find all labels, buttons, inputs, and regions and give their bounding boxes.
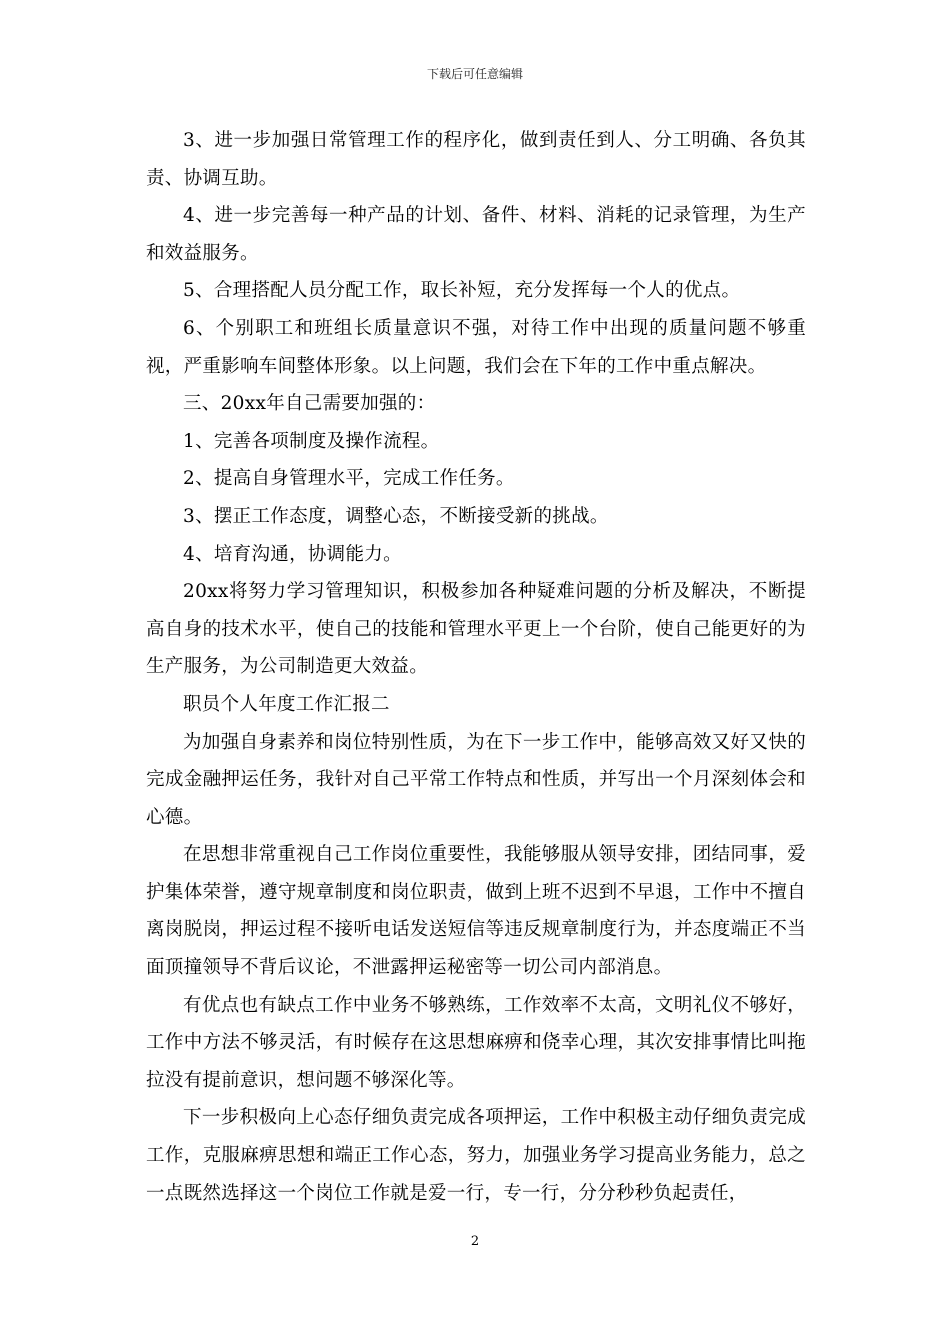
page-number: 2 (470, 1234, 480, 1249)
paragraph: 为加强自身素养和岗位特别性质，为在下一步工作中，能够高效又好又快的完成金融押运任务，我针对自己平常工作特点和性质，并写出一个月深刻体会和心德。 (146, 731, 806, 828)
paragraph: 5、合理搭配人员分配工作，取长补短，充分发挥每一个人的优点。 (183, 280, 741, 302)
paragraph: 有优点也有缺点工作中业务不够熟练，工作效率不太高，文明礼仪不够好，工作中方法不够灵活，有时候存在这思想麻痹和侥幸心理，其次安排事情比叫拖拉没有提前意识，想问题不够深化等。 (146, 994, 806, 1091)
paragraph: 3、进一步加强日常管理工作的程序化，做到责任到人、分工明确、各负其责、协调互助。 (146, 130, 806, 189)
paragraph: 4、进一步完善每一种产品的计划、备件、材料、消耗的记录管理，为生产和效益服务。 (146, 205, 806, 264)
list-item: 3、摆正工作态度，调整心态，不断接受新的挑战。 (183, 505, 609, 527)
list-item: 4、培育沟通，协调能力。 (183, 543, 402, 565)
document-body (146, 122, 806, 1212)
paragraph: 在思想非常重视自己工作岗位重要性，我能够服从领导安排，团结同事，爱护集体荣誉，遵守规章制度和岗位职责，做到上班不迟到不早退，工作中不擅自离岗脱岗，押运过程不接听电话发送短信等违反规章制度行为，并态度端正不当面顶撞领导不背后议论，不泄露押运秘密等一切公司内部消息。 (146, 844, 806, 979)
list-item: 1、完善各项制度及操作流程。 (183, 430, 440, 452)
paragraph: 下一步积极向上心态仔细负责完成各项押运，工作中积极主动仔细负责完成工作，克服麻痹思想和端正工作心态，努力，加强业务学习提高业务能力，总之一点既然选择这一个岗位工作就是爱一行，专一行，分分秒秒负起责任， (146, 1107, 806, 1204)
page-header: 下载后可任意编辑 (426, 67, 523, 81)
paragraph: 20xx将努力学习管理知识，积极参加各种疑难问题的分析及解决，不断提高自身的技术水平，使自己的技能和管理水平更上一个台阶，使自己能更好的为生产服务，为公司制造更大效益。 (146, 581, 806, 678)
paragraph: 6、个别职工和班组长质量意识不强，对待工作中出现的质量问题不够重视，严重影响车间整体形象。以上问题，我们会在下年的工作中重点解决。 (146, 317, 806, 377)
section-title: 职员个人年度工作汇报二 (183, 693, 390, 715)
section-heading: 三、20xx年自己需要加强的： (183, 393, 436, 415)
list-item: 2、提高自身管理水平，完成工作任务。 (183, 468, 515, 490)
